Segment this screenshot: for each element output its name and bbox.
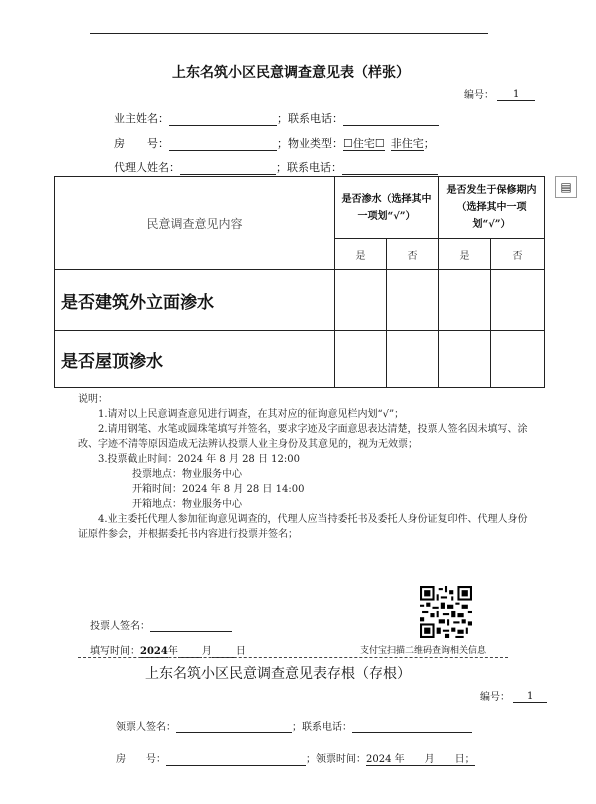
top-rule [90, 33, 488, 34]
qr-code-icon [420, 586, 472, 638]
stub-divider [78, 657, 508, 658]
answer-cell[interactable] [387, 270, 439, 331]
question-roof: 是否屋顶渗水 [55, 331, 335, 388]
table-row [55, 270, 545, 331]
note-3-place: 投票地点：物业服务中心 [132, 469, 242, 480]
signer-field[interactable] [150, 620, 232, 632]
property-type-label: ；物业类型： [277, 137, 343, 150]
year-unit: 年 [167, 646, 178, 657]
phone-field-2[interactable] [342, 162, 438, 175]
signer-label: 投票人签名： [90, 621, 150, 632]
stub-serial [480, 688, 547, 703]
signer-row [90, 617, 232, 632]
fill-year[interactable]: 2024 [140, 646, 168, 657]
question-facade: 是否建筑外立面渗水 [55, 270, 335, 331]
note-1: 1.请对以上民意调查意见进行调查，在其对应的征询意见栏内划“√”； [98, 409, 405, 420]
owner-name-field[interactable] [169, 113, 277, 126]
stub-receiver-row [116, 718, 472, 733]
notes-heading: 说明： [78, 394, 108, 405]
col-no-2: 否 [491, 239, 545, 270]
answer-cell[interactable] [335, 270, 387, 331]
stub-title: 上东名筑小区民意调查意见表存根（存根） [145, 666, 411, 682]
serial-number [464, 86, 535, 101]
option-nonresidential[interactable]: 非住宅 [390, 137, 424, 150]
notes [78, 392, 528, 542]
stub-phone-field[interactable] [352, 721, 472, 733]
receiver-field[interactable] [176, 721, 292, 733]
room-label: 房 号： [114, 137, 169, 150]
survey-table [54, 176, 545, 388]
owner-name-row [114, 110, 439, 126]
agent-name-field[interactable] [180, 162, 276, 175]
answer-cell[interactable] [491, 331, 545, 388]
col-no-1: 否 [387, 239, 439, 270]
note-3-open-place: 开箱地点：物业服务中心 [132, 499, 242, 510]
stub-serial-label: 编号： [480, 692, 510, 703]
property-semicolon: ； [423, 137, 435, 150]
page-title: 上东名筑小区民意调查意见表（样张） [172, 65, 410, 81]
option-residential[interactable]: ☐住宅☐ [343, 137, 385, 150]
stub-serial-value: 1 [513, 691, 547, 703]
col-yes-1: 是 [335, 239, 387, 270]
month-unit: 月 [201, 646, 212, 657]
agent-row [114, 159, 438, 175]
receive-time-label: ；领票时间： [306, 754, 366, 765]
answer-cell[interactable] [387, 331, 439, 388]
stub-room-field[interactable] [166, 754, 306, 766]
answer-cell[interactable] [335, 331, 387, 388]
note-3: 3.投票截止时间：2024 年 8 月 28 日 12:00 [98, 454, 300, 465]
col-yes-2: 是 [439, 239, 491, 270]
answer-cell[interactable] [439, 331, 491, 388]
receiver-label: 领票人签名： [116, 722, 176, 733]
note-4: 4.业主委托代理人参加征询意见调查的，代理人应当持委托书及委托人身份证复印件、代理人身份证原件参会，并根据委托书内容进行投票并签名； [78, 514, 528, 540]
serial-label: 编号： [464, 90, 494, 101]
room-field[interactable] [169, 138, 277, 151]
header-content: 民意调查意见内容 [55, 177, 335, 270]
day-unit: 日 [235, 646, 246, 657]
phone-label-2: ；联系电话： [276, 161, 342, 174]
header-leakage: 是否渗水（选择其中一项划“√”） [335, 177, 439, 239]
receive-time-value[interactable]: 2024 年 月 日； [366, 754, 475, 765]
comment-icon[interactable]: ▤ [555, 176, 577, 198]
stub-room-row [116, 750, 475, 766]
agent-label: 代理人姓名： [114, 161, 180, 174]
owner-name-label: 业主姓名： [114, 112, 169, 125]
phone-label-1: ；联系电话： [277, 112, 343, 125]
stub-phone-label: ；联系电话： [292, 722, 352, 733]
phone-field-1[interactable] [343, 113, 439, 126]
serial-value: 1 [497, 89, 535, 101]
note-2: 2.请用钢笔、水笔或圆珠笔填写并签名，要求字迹及字面意思表达清楚，投票人签名因未填写、涂改、字迹不清等原因造成无法辨认投票人业主身份及其意见的，视为无效票； [78, 424, 528, 450]
qr-caption: 支付宝扫描二维码查询相关信息 [360, 646, 487, 656]
fill-date-label: 填写时间： [90, 646, 140, 657]
note-3-open-time: 开箱时间：2024 年 8 月 28 日 14:00 [132, 484, 305, 495]
stub-room-label: 房 号： [116, 754, 166, 765]
answer-cell[interactable] [491, 270, 545, 331]
room-row [114, 135, 435, 151]
table-row [55, 331, 545, 388]
answer-cell[interactable] [439, 270, 491, 331]
header-warranty: 是否发生于保修期内（选择其中一项划“√”） [439, 177, 545, 239]
fill-date-row [90, 642, 246, 658]
